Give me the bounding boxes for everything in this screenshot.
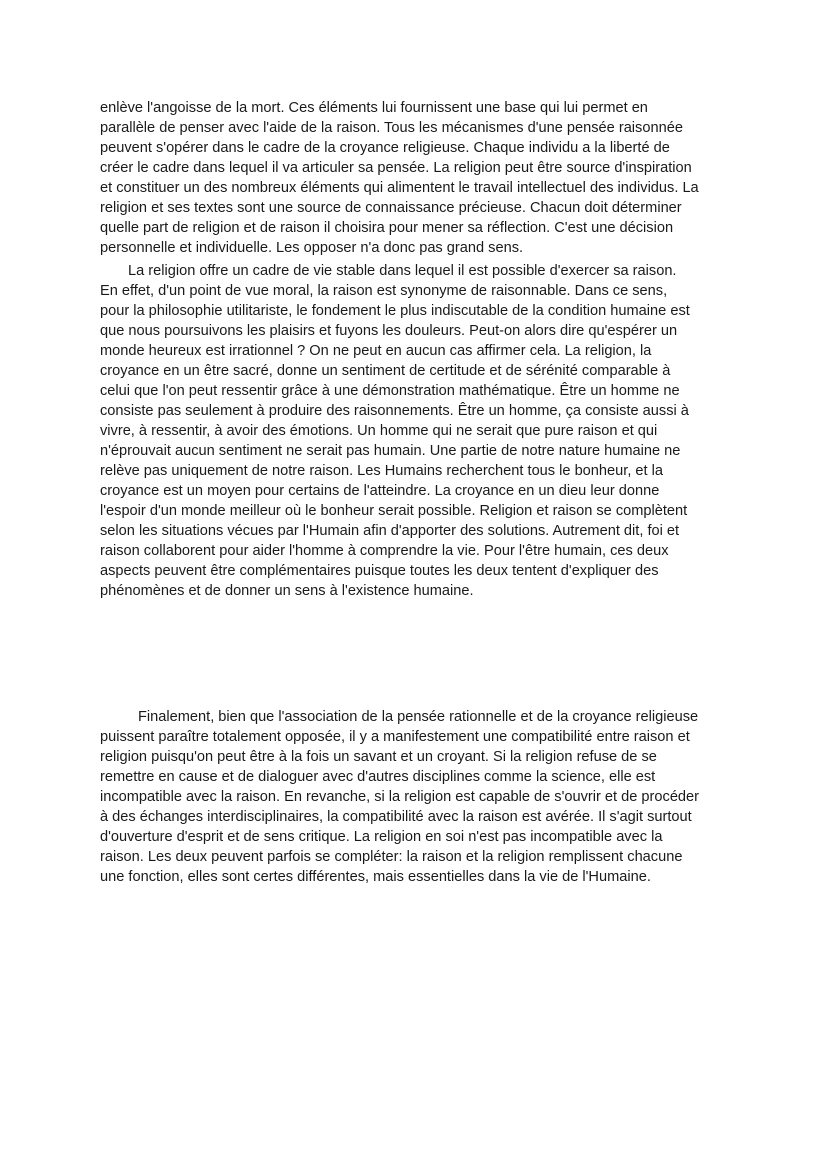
text-line: enlève l'angoisse de la mort. Ces éléments lui fournissent une base qui lui permet en bbox=[100, 100, 648, 116]
text-line: n'éprouvait aucun sentiment ne serait pas humain. Une partie de notre nature humaine ne bbox=[100, 443, 681, 459]
text-line: d'ouverture d'esprit et de sens critique. La religion en soi n'est pas incompatible avec la bbox=[100, 829, 663, 845]
text-line: croyance en un être sacré, donne un sentiment de certitude et de sérénité comparable à bbox=[100, 363, 671, 379]
text-line: aspects peuvent être complémentaires puisque toutes les deux tentent d'expliquer des bbox=[100, 563, 659, 579]
text-line: parallèle de penser avec l'aide de la raison. Tous les mécanismes d'une pensée raisonnée bbox=[100, 120, 683, 136]
text-line: remettre en cause et de dialoguer avec d'autres disciplines comme la science, elle est bbox=[100, 769, 656, 785]
text-line: religion et ses textes sont une source de connaissance précieuse. Chacun doit déterminer bbox=[100, 200, 682, 216]
text-line: vivre, à ressentir, à avoir des émotions. Un homme qui ne serait que pure raison et qui bbox=[100, 423, 658, 439]
text-line: selon les situations vécues par l'Humain afin d'apporter des solutions. Autrement dit, foi et bbox=[100, 523, 680, 539]
text-line: à des échanges interdisciplinaires, la compatibilité avec la raison est avérée. Il s'agit surtout bbox=[100, 809, 692, 825]
text-line: raison. Les deux peuvent parfois se compléter: la raison et la religion remplissent chacune bbox=[100, 849, 683, 865]
text-line: peuvent s'opérer dans le cadre de la croyance religieuse. Chaque individu a la liberté de bbox=[100, 140, 670, 156]
text-line: l'espoir d'un monde meilleur où le bonheur serait possible. Religion et raison se complètent bbox=[100, 503, 688, 519]
text-line: puissent paraître totalement opposée, il y a manifestement une compatibilité entre raison et bbox=[100, 729, 690, 745]
text-line: personnelle et individuelle. Les opposer n'a donc pas grand sens. bbox=[100, 240, 524, 256]
text-line: quelle part de religion et de raison il choisira pour mener sa réflection. C'est une décision bbox=[100, 220, 674, 236]
text-line: celui que l'on peut ressentir grâce à une démonstration mathématique. Être un homme ne bbox=[100, 383, 680, 399]
text-line: phénomènes et de donner un sens à l'existence humaine. bbox=[100, 583, 474, 599]
text-line: Finalement, bien que l'association de la pensée rationnelle et de la croyance religieuse bbox=[138, 709, 699, 725]
text-line: incompatible avec la raison. En revanche, si la religion est capable de s'ouvrir et de procéder bbox=[100, 789, 700, 805]
text-line: monde heureux est irrationnel ? On ne peut en aucun cas affirmer cela. La religion, la bbox=[100, 343, 652, 359]
text-line: une fonction, elles sont certes différentes, mais essentielles dans la vie de l'Humaine. bbox=[100, 869, 651, 885]
text-line: La religion offre un cadre de vie stable dans lequel il est possible d'exercer sa raison. bbox=[128, 263, 677, 279]
text-line: pour la philosophie utilitariste, le fondement le plus indiscutable de la condition humaine est bbox=[100, 303, 690, 319]
text-line: créer le cadre dans lequel il va articuler sa pensée. La religion peut être source d'inspiration bbox=[100, 160, 692, 176]
text-line: croyance est un moyen pour certains de l'atteindre. La croyance en un dieu leur donne bbox=[100, 483, 660, 499]
text-line: que nous poursuivons les plaisirs et fuyons les douleurs. Peut-on alors dire qu'espérer un bbox=[100, 323, 678, 339]
text-line: et constituer un des nombreux éléments qui alimentent le travail intellectuel des individus. La bbox=[100, 180, 699, 196]
text-line: religion puisqu'on peut être à la fois un savant et un croyant. Si la religion refuse de se bbox=[100, 749, 657, 765]
text-line: relève pas uniquement de notre raison. Les Humains recherchent tous le bonheur, et la bbox=[100, 463, 664, 479]
text-line: consiste pas seulement à produire des raisonnements. Être un homme, ça consiste aussi à bbox=[100, 403, 689, 419]
text-line: En effet, d'un point de vue moral, la raison est synonyme de raisonnable. Dans ce sens, bbox=[100, 283, 668, 299]
text-line: raison collaborent pour aider l'homme à comprendre la vie. Pour l'être humain, ces deux bbox=[100, 543, 669, 559]
